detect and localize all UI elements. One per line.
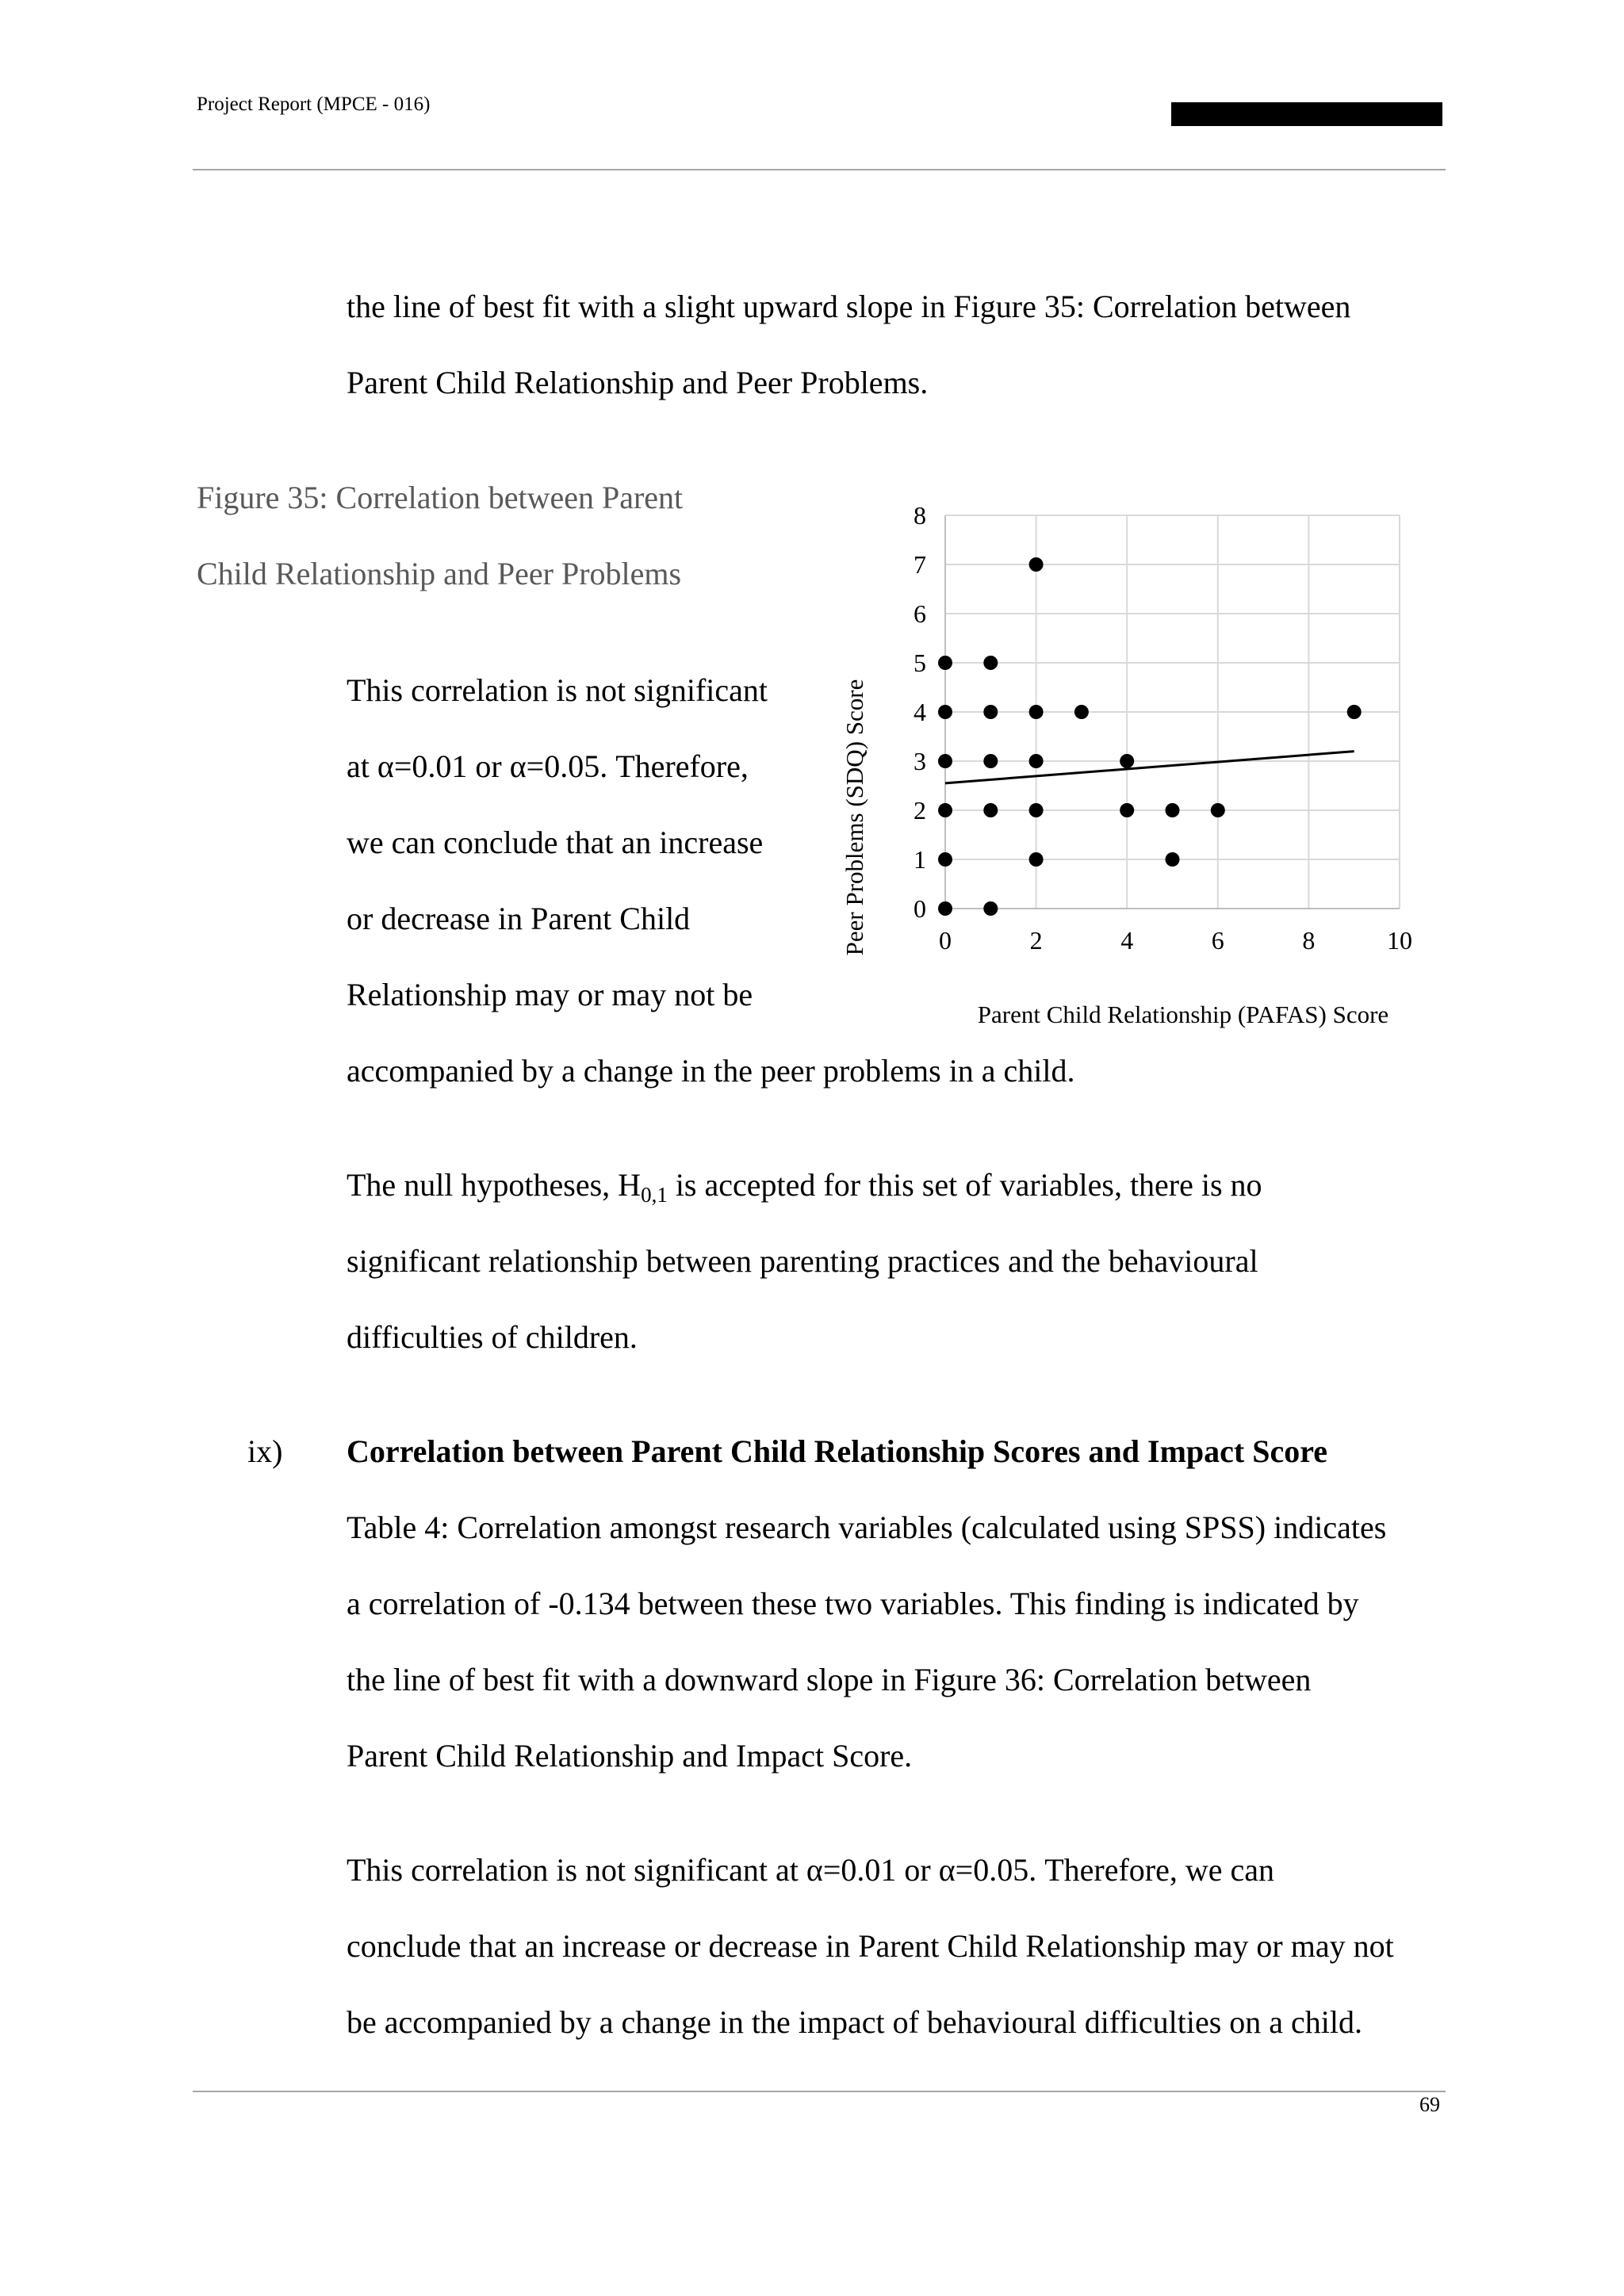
data-point-5 — [938, 803, 952, 817]
data-point-18 — [1074, 705, 1089, 719]
data-point-1 — [983, 901, 998, 916]
null-hypothesis-text-after: is accepted for this set of variables, there is no — [667, 1167, 1262, 1203]
intro-line-2: Parent Child Relationship and Peer Problems. — [347, 365, 929, 400]
side-text-continuation: accompanied by a change in the peer problems in a child. — [347, 1053, 1075, 1089]
intro-line-1: the line of best fit with a slight upward slope in Figure 35: Correlation between — [347, 289, 1351, 324]
data-point-21 — [983, 656, 998, 670]
null-hypothesis-line-3: difficulties of children. — [347, 1319, 638, 1355]
section-heading: Correlation between Parent Child Relationship Scores and Impact Score — [347, 1433, 1328, 1469]
data-point-4 — [1166, 852, 1180, 867]
data-point-15 — [938, 705, 952, 719]
section-line-4: Parent Child Relationship and Impact Score. — [347, 1738, 913, 1774]
data-point-13 — [1029, 754, 1044, 768]
data-point-16 — [983, 705, 998, 719]
x-tick-label-8: 8 — [1302, 926, 1316, 955]
y-tick-label-1: 1 — [914, 845, 926, 874]
chart-points — [938, 557, 1362, 916]
report-title: Project Report (MPCE - 016) — [197, 94, 431, 115]
null-hypothesis-text-before: The null hypotheses, H — [347, 1167, 642, 1203]
y-tick-label-0: 0 — [914, 894, 926, 923]
x-tick-label-4: 4 — [1120, 926, 1134, 955]
side-text-line-1: This correlation is not significant — [347, 672, 768, 708]
side-text-line-4: or decrease in Parent Child — [347, 901, 691, 936]
chart-trendline-layer — [945, 752, 1354, 783]
data-point-22 — [1029, 557, 1044, 572]
null-hypothesis-subscript: 0,1 — [641, 1183, 668, 1207]
section-number: ix) — [247, 1433, 283, 1469]
conclusion-line-3: be accompanied by a change in the impact of behavioural difficulties on a child. — [347, 2004, 1363, 2040]
data-point-6 — [983, 803, 998, 817]
y-tick-label-7: 7 — [914, 550, 926, 579]
y-axis-label: Peer Problems (SDQ) Score — [841, 679, 868, 956]
side-text-line-5: Relationship may or may not be — [347, 977, 753, 1012]
section-line-3: the line of best fit with a downward slope in Figure 36: Correlation between — [347, 1662, 1312, 1697]
x-tick-label-6: 6 — [1211, 926, 1224, 955]
data-point-2 — [938, 852, 952, 867]
y-tick-label-2: 2 — [914, 796, 926, 825]
chart-tick-labels — [914, 501, 1412, 955]
data-point-3 — [1029, 852, 1044, 867]
y-tick-label-6: 6 — [914, 599, 926, 628]
data-point-10 — [1211, 803, 1225, 817]
y-tick-label-8: 8 — [914, 501, 926, 530]
conclusion-line-1: This correlation is not significant at α=0.01 or α=0.05. Therefore, we can — [347, 1852, 1275, 1888]
x-axis-label: Parent Child Relationship (PAFAS) Score — [977, 1001, 1389, 1028]
side-text-line-2: at α=0.01 or α=0.05. Therefore, — [347, 748, 749, 784]
trendline — [945, 752, 1354, 783]
figure-caption-line-2: Child Relationship and Peer Problems — [197, 556, 682, 591]
section-line-2: a correlation of -0.134 between these two variables. This finding is indicated by — [347, 1586, 1359, 1621]
y-tick-label-3: 3 — [914, 747, 926, 775]
null-hypothesis-line-1 — [347, 1167, 1262, 1207]
data-point-20 — [938, 656, 952, 670]
data-point-19 — [1347, 705, 1362, 719]
page-number: 69 — [1419, 2093, 1440, 2116]
data-point-7 — [1029, 803, 1044, 817]
footer-divider — [193, 2091, 1446, 2092]
section-line-1: Table 4: Correlation amongst research variables (calculated using SPSS) indicates — [347, 1510, 1387, 1545]
data-point-17 — [1029, 705, 1044, 719]
data-point-11 — [938, 754, 952, 768]
data-point-9 — [1166, 803, 1180, 817]
y-tick-label-5: 5 — [914, 649, 926, 677]
side-text-line-3: we can conclude that an increase — [347, 825, 764, 860]
data-point-12 — [983, 754, 998, 768]
conclusion-line-2: conclude that an increase or decrease in Parent Child Relationship may or may not — [347, 1928, 1394, 1964]
data-point-0 — [938, 901, 952, 916]
y-tick-label-4: 4 — [914, 698, 926, 726]
x-tick-label-0: 0 — [939, 926, 952, 955]
data-point-14 — [1120, 754, 1134, 768]
null-hypothesis-line-2: significant relationship between parenting practices and the behavioural — [347, 1243, 1258, 1279]
chart-grid — [945, 515, 1400, 909]
x-tick-label-10: 10 — [1387, 926, 1412, 955]
data-point-8 — [1120, 803, 1134, 817]
figure-caption-line-1: Figure 35: Correlation between Parent — [197, 480, 684, 515]
x-tick-label-2: 2 — [1029, 926, 1043, 955]
